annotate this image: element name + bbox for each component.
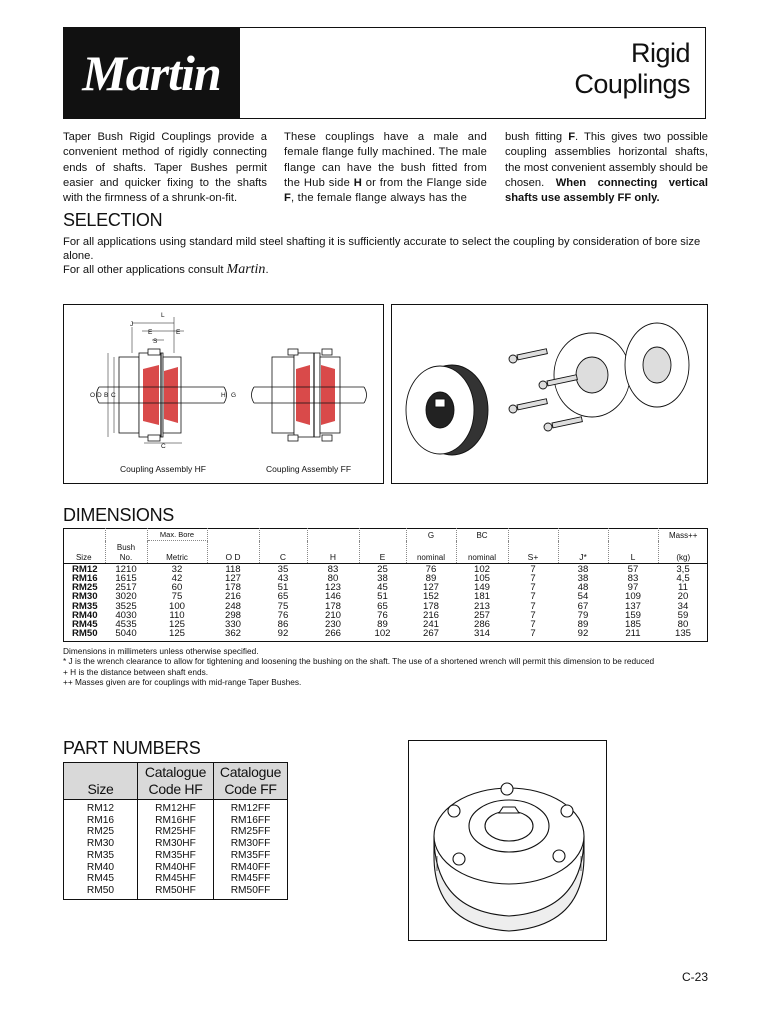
dim-cell-bc: 286	[473, 618, 490, 630]
dim-cell-h: 123	[324, 582, 341, 594]
dim-cell-h: 83	[327, 563, 339, 575]
dim-cell-s: 7	[530, 591, 536, 603]
head-mass-kg: (kg)	[676, 552, 691, 562]
part-number-row	[64, 800, 288, 815]
pn-cell-size: RM25	[64, 826, 138, 838]
part-numbers-table: Size Catalogue Code HF Catalogue Code FF RM12 RM12HF RM12FF RM16 RM16HF RM16FF RM25 RM25HF RM25FF RM30 RM30HF RM30FF RM35 RM35HF RM35FF RM40 RM40HF RM40FF RM45 RM45HF RM45FF RM50 RM50HF RM50FF	[63, 762, 288, 900]
pn-cell-hf: RM25HF	[138, 826, 214, 838]
dim-cell-od: 127	[224, 572, 241, 584]
label-o: O	[90, 392, 96, 399]
dim-cell-e: 45	[377, 582, 388, 594]
label-h: H	[221, 392, 226, 399]
dim-cell-mass: 20	[677, 591, 689, 603]
selection-heading: SELECTION	[63, 210, 163, 230]
exploded-view-box	[391, 304, 708, 484]
coupling-illustration	[409, 741, 608, 942]
dim-cell-e: 65	[377, 600, 388, 612]
pn-cell-size: RM40	[64, 862, 138, 874]
dimensions-table: Max. Bore G BC Mass++ Size Bush No. Metric O D C H E nominal nominal S+ J* L (kg) RM12 1210 32 118 35 83 25 76 102 7 38 57 3,5 RM16 1615 42 127 43 80 38 89 105 7 38 83 4,5 RM25 2517 60 178 51 123 45 127 149 7 48 97 11 RM30 3020 75 216 65 146 51 152 181 7 54 109 20 RM35 3525 100 248 75 178 65 178 213 7 67 137 34 RM40 4030 110 298 76 210 76 216 257 7 79 159 59 RM45 4535 125 330 86 230 89 241 286 7 89 185 80 RM50 5040 125 362 92 266 102 267 314 7 92 211 135	[63, 528, 708, 638]
dim-cell-c: 35	[277, 563, 289, 575]
dim-cell-h: 178	[324, 600, 341, 612]
dim-cell-s: 7	[530, 618, 536, 630]
dim-cell-mass: 3,5	[676, 563, 690, 575]
martin-logo: Martin	[63, 27, 240, 119]
dim-cell-od: 216	[224, 591, 241, 603]
dim-cell-c: 92	[277, 628, 289, 640]
pn-cell-size: RM30	[64, 838, 138, 850]
head-bush: Bush	[116, 543, 136, 553]
label-c: C	[111, 392, 116, 399]
dim-cell-size: RM30	[72, 591, 98, 603]
label-s: S	[153, 338, 158, 345]
brand-martin: Martin	[226, 262, 266, 277]
head-g-nominal: nominal	[406, 541, 456, 563]
dim-cell-size: RM50	[72, 628, 98, 640]
dim-cell-size: RM45	[72, 618, 98, 630]
dim-cell-e: 38	[377, 572, 388, 584]
label-d: D	[97, 392, 102, 399]
dim-cell-c: 65	[277, 591, 289, 603]
dimension-row	[63, 629, 708, 638]
caption-assembly-ff: Coupling Assembly FF	[266, 464, 352, 474]
pn-cell-size: RM35	[64, 850, 138, 862]
head-c: C	[259, 541, 307, 563]
dim-cell-s: 7	[530, 572, 536, 584]
pn-cell-hf: RM16HF	[138, 815, 214, 827]
dim-cell-g: 178	[422, 600, 439, 612]
label-g: G	[231, 392, 237, 399]
dim-cell-mass: 80	[677, 618, 689, 630]
dim-cell-mass: 34	[677, 600, 689, 612]
selection-text: For all applications using standard mild steel shafting it is sufficiently accurate to select the coupling by consideration of bore size alone. For all other applications consult Martin.	[63, 236, 701, 277]
pn-head-ff: Catalogue	[219, 764, 282, 780]
dim-cell-metric: 125	[168, 618, 185, 630]
dim-cell-bush: 1210	[115, 563, 137, 575]
dim-cell-s: 7	[530, 563, 536, 575]
dim-cell-l: 137	[624, 600, 641, 612]
label-j: J	[130, 321, 134, 328]
dim-cell-od: 178	[224, 582, 241, 594]
pn-cell-ff: RM25FF	[214, 826, 288, 838]
dim-cell-j: 67	[577, 600, 589, 612]
dim-cell-od: 362	[224, 628, 241, 640]
dim-cell-c: 86	[277, 618, 289, 630]
exploded-view-illustration	[392, 305, 709, 485]
coupling-illustration-box	[408, 740, 607, 941]
part-number-row	[64, 873, 288, 885]
pn-cell-hf: RM40HF	[138, 862, 214, 874]
dim-cell-l: 185	[624, 618, 641, 630]
pn-cell-ff: RM12FF	[214, 800, 288, 815]
dim-cell-metric: 75	[171, 591, 183, 603]
intro-col-2: These couplings have a male and female flange fully machined. The male flange can have the bush fitted from the Hub side H or from the Flange side F, the female flange always has the	[284, 131, 487, 205]
dim-cell-bush: 2517	[115, 582, 137, 594]
dim-cell-e: 76	[377, 609, 388, 621]
dim-cell-bush: 4030	[115, 609, 137, 621]
pn-cell-ff: RM16FF	[214, 815, 288, 827]
pn-cell-size: RM50	[64, 885, 138, 899]
dim-cell-size: RM12	[72, 563, 98, 575]
dim-cell-g: 216	[422, 609, 439, 621]
dim-cell-mass: 11	[678, 582, 688, 594]
dim-cell-h: 146	[324, 591, 341, 603]
dim-cell-l: 109	[624, 591, 641, 603]
pn-cell-hf: RM30HF	[138, 838, 214, 850]
caption-assembly-hf: Coupling Assembly HF	[120, 464, 206, 474]
head-e: E	[359, 541, 406, 563]
dimension-notes: Dimensions in millimeters unless otherwise specified. * J is the wrench clearance to allow for tightening and loosening the bushing on the shaft. The use of a shortened wrench will permit this dimension to be reduced + H is the distance between shaft ends. ++ Masses given are for couplings with mid-range Taper Bushes.	[63, 646, 655, 688]
dim-cell-s: 7	[530, 582, 536, 594]
dim-cell-j: 48	[577, 582, 589, 594]
dim-cell-j: 79	[577, 609, 589, 621]
page-title: Rigid Couplings	[574, 38, 690, 99]
dim-cell-j: 92	[577, 628, 589, 640]
head-s: S+	[508, 541, 558, 563]
dim-cell-od: 298	[224, 609, 241, 621]
dim-cell-bc: 213	[473, 600, 490, 612]
dim-cell-bc: 105	[473, 572, 490, 584]
dim-cell-metric: 125	[168, 628, 185, 640]
dim-cell-l: 97	[627, 582, 639, 594]
pn-cell-size: RM16	[64, 815, 138, 827]
pn-cell-ff: RM30FF	[214, 838, 288, 850]
dim-cell-j: 89	[577, 618, 589, 630]
dimensions-heading: DIMENSIONS	[63, 505, 175, 525]
dim-cell-bush: 1615	[115, 572, 137, 584]
dim-cell-j: 38	[577, 563, 589, 575]
dim-cell-s: 7	[530, 600, 536, 612]
dim-cell-size: RM25	[72, 582, 98, 594]
part-number-row	[64, 815, 288, 827]
head-od: O D	[207, 541, 259, 563]
head-metric: Metric	[147, 541, 207, 563]
head-mass: Mass++	[669, 530, 698, 540]
dim-cell-bush: 3525	[115, 600, 137, 612]
intro-col-3: bush fitting F. This gives two possible coupling assemblies horizontal shafts, the most convenient assembly should be chosen. When connecting vertical shafts use assembly FF only.	[505, 131, 709, 205]
part-number-row	[64, 885, 288, 899]
dim-cell-s: 7	[530, 609, 536, 621]
dim-cell-mass: 135	[674, 628, 691, 640]
head-j: J*	[558, 541, 608, 563]
part-number-row	[64, 838, 288, 850]
dim-cell-e: 25	[377, 563, 388, 575]
label-c2: C	[161, 443, 166, 450]
dim-cell-od: 330	[224, 618, 241, 630]
dim-cell-bc: 257	[473, 609, 490, 621]
dim-cell-od: 118	[225, 563, 241, 575]
dim-cell-bush: 3020	[115, 591, 137, 603]
dim-cell-bush: 4535	[115, 618, 137, 630]
dim-cell-c: 76	[277, 609, 289, 621]
dim-cell-size: RM35	[72, 600, 98, 612]
dim-cell-j: 38	[577, 572, 589, 584]
head-l: L	[608, 541, 658, 563]
dim-cell-g: 89	[425, 572, 437, 584]
part-numbers-heading: PART NUMBERS	[63, 738, 201, 758]
dim-cell-j: 54	[577, 591, 589, 603]
dim-cell-metric: 60	[171, 582, 183, 594]
dim-cell-bc: 102	[473, 563, 490, 575]
dim-cell-metric: 32	[171, 563, 183, 575]
dim-cell-size: RM16	[72, 572, 98, 584]
dim-cell-metric: 110	[169, 609, 185, 621]
label-l: L	[161, 312, 165, 319]
dim-cell-e: 51	[377, 591, 388, 603]
head-g: G	[406, 528, 456, 541]
dim-cell-c: 51	[277, 582, 289, 594]
label-b: B	[104, 392, 109, 399]
dim-cell-c: 75	[277, 600, 289, 612]
dim-cell-l: 57	[627, 563, 639, 575]
pn-head-size: Size	[64, 763, 138, 800]
dim-cell-h: 266	[324, 628, 341, 640]
dim-cell-bc: 314	[473, 628, 490, 640]
pn-cell-ff: RM35FF	[214, 850, 288, 862]
head-max-bore: Max. Bore	[147, 528, 207, 541]
head-bc: BC	[456, 528, 508, 541]
dim-cell-s: 7	[530, 628, 536, 640]
part-number-row	[64, 862, 288, 874]
page-number: C-23	[681, 970, 708, 984]
head-bc-nominal: nominal	[456, 541, 508, 563]
dim-cell-c: 43	[277, 572, 289, 584]
dim-cell-od: 248	[224, 600, 241, 612]
part-number-row	[64, 850, 288, 862]
pn-cell-hf: RM50HF	[138, 885, 214, 899]
label-e1: E	[148, 329, 153, 336]
dim-cell-l: 211	[625, 628, 641, 640]
dim-cell-size: RM40	[72, 609, 98, 621]
dim-cell-g: 127	[422, 582, 439, 594]
pn-cell-ff: RM40FF	[214, 862, 288, 874]
dim-cell-h: 230	[324, 618, 341, 630]
dim-cell-bush: 5040	[115, 628, 137, 640]
dim-cell-metric: 100	[168, 600, 185, 612]
dim-cell-g: 152	[422, 591, 439, 603]
dim-cell-g: 76	[425, 563, 437, 575]
pn-cell-size: RM12	[64, 800, 138, 815]
assembly-diagram-box	[63, 304, 384, 484]
dim-cell-l: 159	[624, 609, 641, 621]
dim-cell-g: 241	[422, 618, 439, 630]
dim-cell-metric: 42	[171, 572, 183, 584]
dim-cell-mass: 59	[677, 609, 689, 621]
dim-cell-g: 267	[422, 628, 439, 640]
pn-head-hf: Catalogue	[144, 764, 207, 780]
label-e2: E	[176, 329, 181, 336]
dim-cell-e: 102	[374, 628, 391, 640]
dim-cell-e: 89	[377, 618, 388, 630]
pn-cell-hf: RM45HF	[138, 873, 214, 885]
pn-cell-size: RM45	[64, 873, 138, 885]
dim-cell-bc: 149	[473, 582, 490, 594]
intro-col-1: Taper Bush Rigid Couplings provide a convenient method of rigidly connecting ends of shafts. Taper Bushes permit easier and quicker fixing to the shafts with the firmness of a shrunk-on-fit.	[63, 131, 267, 205]
dim-cell-h: 210	[324, 609, 341, 621]
assembly-diagram	[64, 305, 385, 485]
head-h: H	[307, 541, 359, 563]
pn-cell-hf: RM12HF	[138, 800, 214, 815]
dim-cell-h: 80	[327, 572, 339, 584]
pn-cell-ff: RM45FF	[214, 873, 288, 885]
pn-cell-ff: RM50FF	[214, 885, 288, 899]
dim-cell-bc: 181	[473, 591, 490, 603]
head-size: Size	[63, 541, 105, 563]
part-number-row	[64, 826, 288, 838]
dim-cell-mass: 4,5	[676, 572, 690, 584]
dim-cell-l: 83	[627, 572, 639, 584]
pn-cell-hf: RM35HF	[138, 850, 214, 862]
